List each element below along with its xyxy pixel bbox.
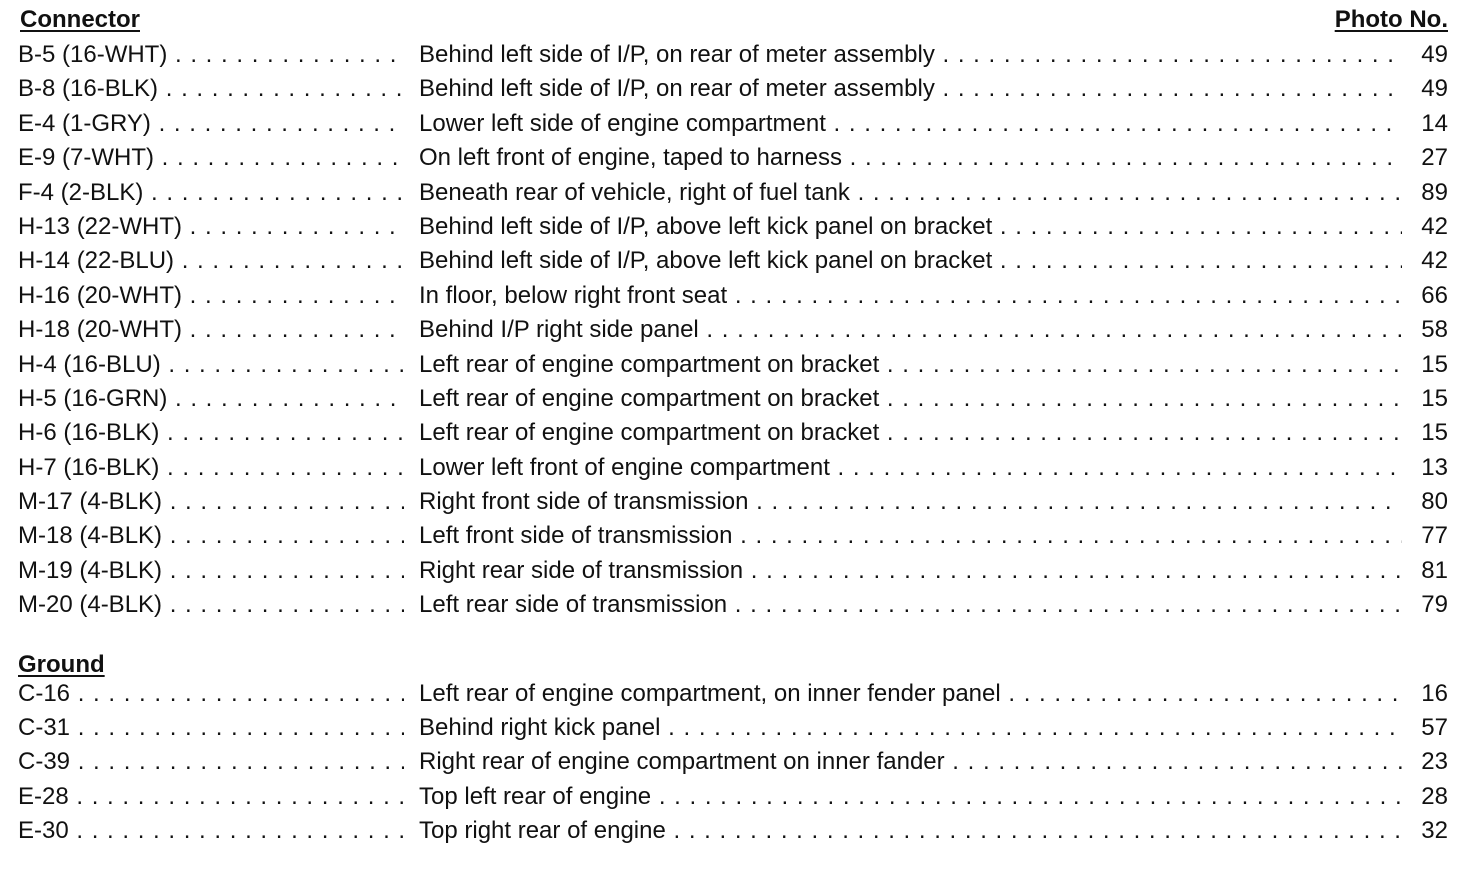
item-location: Behind left side of I/P, above left kick panel on bracket . . .	[419, 210, 1402, 244]
connector-row	[18, 348, 1448, 382]
photo-number: 79	[1415, 588, 1448, 622]
photo-number: 58	[1415, 313, 1448, 347]
item-id: C-39 . . .	[18, 745, 404, 779]
item-id: C-16 . . .	[18, 677, 404, 711]
item-id: M-19 (4-BLK) . . .	[18, 554, 404, 588]
item-id: H-6 (16-BLK) . . .	[18, 416, 404, 450]
item-location: Top left rear of engine . . .	[419, 780, 1402, 814]
item-id: F-4 (2-BLK) . . .	[18, 176, 404, 210]
photo-number: 49	[1415, 72, 1448, 106]
item-location: Left rear of engine compartment on bracket . . .	[419, 382, 1402, 416]
connector-row	[18, 554, 1448, 588]
photo-number: 66	[1415, 279, 1448, 313]
item-id: M-17 (4-BLK) . . .	[18, 485, 404, 519]
table-header	[18, 4, 1448, 38]
ground-section-header	[18, 643, 1448, 677]
item-id: H-5 (16-GRN) . . .	[18, 382, 404, 416]
connector-row	[18, 141, 1448, 175]
item-location: Top right rear of engine . . .	[419, 814, 1402, 848]
item-location: In floor, below right front seat . . .	[419, 279, 1402, 313]
photo-number: 15	[1415, 348, 1448, 382]
photo-number: 27	[1415, 141, 1448, 175]
connector-row	[18, 519, 1448, 553]
item-id: H-7 (16-BLK) . . .	[18, 451, 404, 485]
item-id: C-31 . . .	[18, 711, 404, 745]
item-id: H-14 (22-BLU) . . .	[18, 244, 404, 278]
item-location: Behind right kick panel . . .	[419, 711, 1402, 745]
photo-number: 77	[1415, 519, 1448, 553]
connector-row	[18, 588, 1448, 622]
item-location: Left rear of engine compartment on bracket . . .	[419, 348, 1402, 382]
connector-row	[18, 451, 1448, 485]
connector-heading: Connector	[20, 6, 140, 33]
photo-number: 49	[1415, 38, 1448, 72]
connector-row	[18, 72, 1448, 106]
connector-location-page	[18, 4, 1448, 849]
photo-number: 81	[1415, 554, 1448, 588]
photo-number: 42	[1415, 210, 1448, 244]
ground-row	[18, 677, 1448, 711]
item-location: Behind left side of I/P, above left kick panel on bracket . . .	[419, 244, 1402, 278]
item-id: M-20 (4-BLK) . . .	[18, 588, 404, 622]
ground-row	[18, 745, 1448, 779]
connector-list	[18, 38, 1448, 623]
connector-row	[18, 485, 1448, 519]
item-id: H-13 (22-WHT) . . .	[18, 210, 404, 244]
item-id: M-18 (4-BLK) . . .	[18, 519, 404, 553]
connector-row	[18, 38, 1448, 72]
item-location: Behind left side of I/P, on rear of meter assembly . . .	[419, 38, 1402, 72]
connector-row	[18, 416, 1448, 450]
photo-number: 16	[1415, 677, 1448, 711]
photo-number: 28	[1415, 780, 1448, 814]
connector-row	[18, 176, 1448, 210]
photo-number: 15	[1415, 382, 1448, 416]
item-id: E-30 . . .	[18, 814, 404, 848]
photo-number: 80	[1415, 485, 1448, 519]
item-id: B-5 (16-WHT) . . .	[18, 38, 404, 72]
item-location: Behind left side of I/P, on rear of meter assembly . . .	[419, 72, 1402, 106]
item-location: Left rear of engine compartment on bracket . . .	[419, 416, 1402, 450]
photo-number: 32	[1415, 814, 1448, 848]
item-location: Beneath rear of vehicle, right of fuel tank . . .	[419, 176, 1402, 210]
connector-row	[18, 107, 1448, 141]
connector-row	[18, 313, 1448, 347]
item-id: H-18 (20-WHT) . . .	[18, 313, 404, 347]
connector-row	[18, 244, 1448, 278]
photo-number: 15	[1415, 416, 1448, 450]
item-id: H-16 (20-WHT) . . .	[18, 279, 404, 313]
photo-number: 89	[1415, 176, 1448, 210]
photo-number-heading: Photo No.	[1334, 6, 1448, 33]
item-location: Left rear side of transmission . . .	[419, 588, 1402, 622]
ground-row	[18, 711, 1448, 745]
photo-number: 57	[1415, 711, 1448, 745]
item-location: Left rear of engine compartment, on inner fender panel . . .	[419, 677, 1402, 711]
ground-heading: Ground	[18, 650, 105, 678]
connector-row	[18, 382, 1448, 416]
connector-row	[18, 210, 1448, 244]
item-id: E-4 (1-GRY) . . .	[18, 107, 404, 141]
item-location: Right front side of transmission . . .	[419, 485, 1402, 519]
photo-number: 14	[1415, 107, 1448, 141]
ground-list	[18, 677, 1448, 849]
item-location: Lower left front of engine compartment . . .	[419, 451, 1402, 485]
item-location: On left front of engine, taped to harness . . .	[419, 141, 1402, 175]
photo-number: 23	[1415, 745, 1448, 779]
ground-row	[18, 814, 1448, 848]
photo-number: 13	[1415, 451, 1448, 485]
ground-row	[18, 780, 1448, 814]
item-id: E-28 . . .	[18, 780, 404, 814]
item-location: Behind I/P right side panel . . .	[419, 313, 1402, 347]
connector-row	[18, 279, 1448, 313]
photo-number: 42	[1415, 244, 1448, 278]
item-location: Left front side of transmission . . .	[419, 519, 1402, 553]
item-location: Right rear of engine compartment on inner fander . . .	[419, 745, 1402, 779]
item-id: E-9 (7-WHT) . . .	[18, 141, 404, 175]
item-id: B-8 (16-BLK) . . .	[18, 72, 404, 106]
item-location: Right rear side of transmission . . .	[419, 554, 1402, 588]
item-id: H-4 (16-BLU) . . .	[18, 348, 404, 382]
item-location: Lower left side of engine compartment . . .	[419, 107, 1402, 141]
